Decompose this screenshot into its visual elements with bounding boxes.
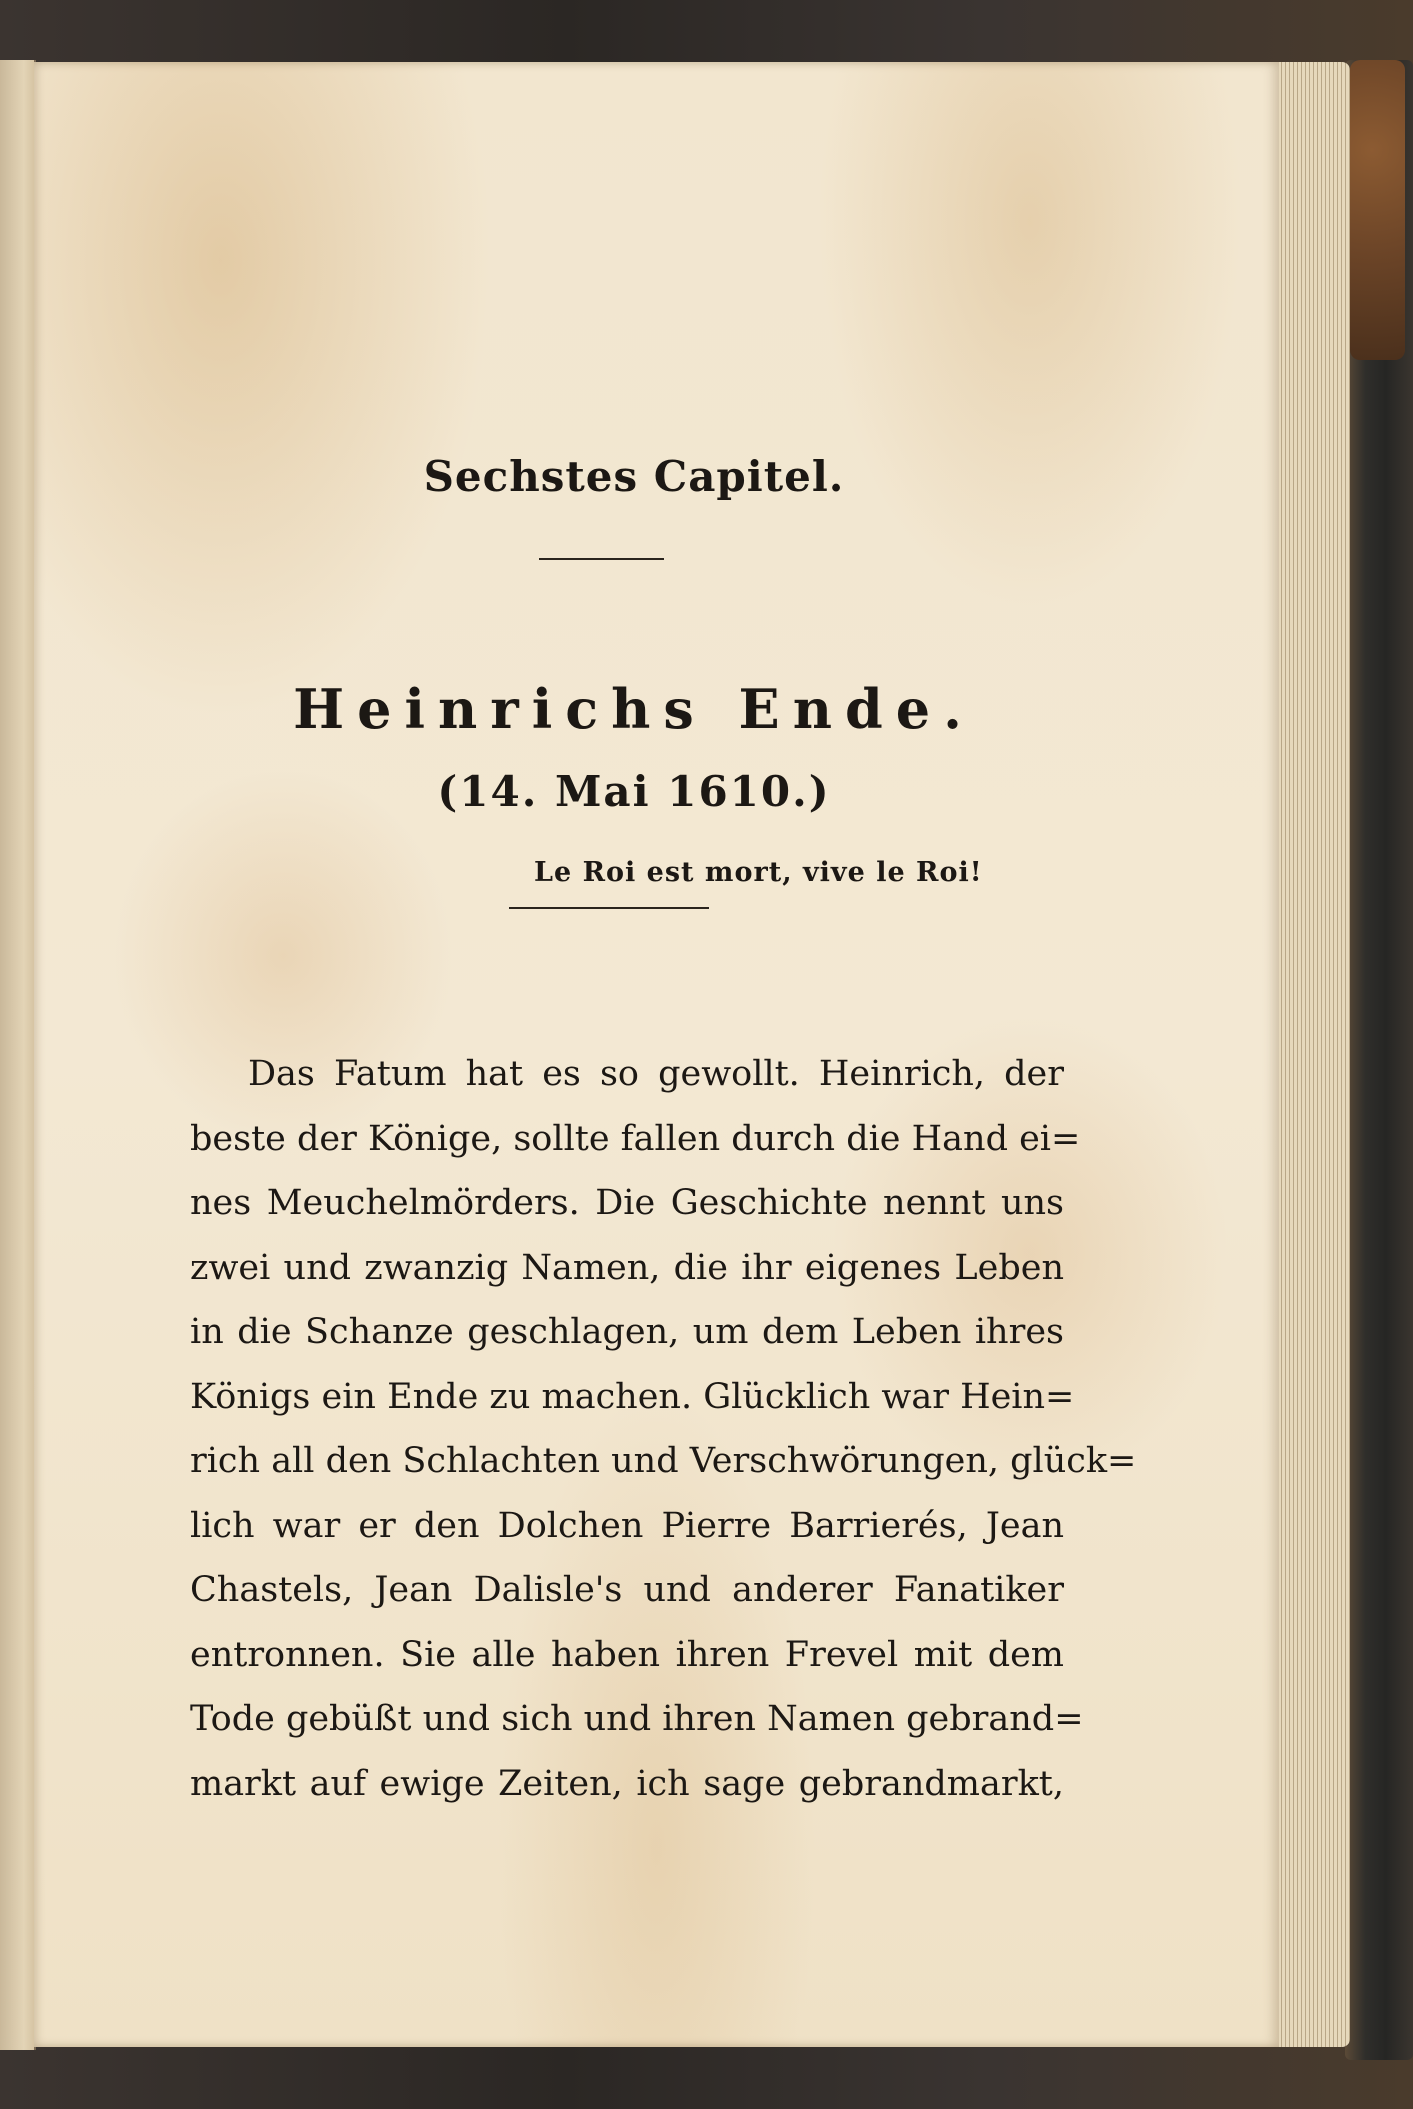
epigraph: Le Roi est mort, vive le Roi! — [534, 857, 983, 888]
text-line: markt auf ewige Zeiten, ich sage gebrandmarkt, — [190, 1763, 1064, 1804]
text-line: beste der Könige, sollte fallen durch die Hand ei= — [190, 1118, 1081, 1159]
divider-rule — [509, 907, 709, 909]
text-line: Chastels, Jean Dalisle's und anderer Fanatiker — [190, 1570, 1064, 1610]
page-stack-edge — [1270, 62, 1350, 2047]
chapter-title: Heinrichs Ende. — [293, 677, 975, 741]
text-line: Tode gebüßt und sich und ihren Namen gebrand= — [190, 1699, 1084, 1739]
book-spine-edge — [1345, 60, 1413, 2060]
text-line: in die Schanze geschlagen, um dem Leben ihres — [190, 1312, 1064, 1352]
text-line: entronnen. Sie alle haben ihren Frevel mit dem — [190, 1634, 1064, 1675]
leather-corner — [1350, 60, 1405, 360]
body-text — [190, 1042, 1137, 1816]
chapter-date: (14. Mai 1610.) — [437, 767, 831, 816]
text-line: Königs ein Ende zu machen. Glücklich war Hein= — [190, 1376, 1075, 1417]
text-line: Das Fatum hat es so gewollt. Heinrich, der — [248, 1054, 1064, 1094]
text-line: zwei und zwanzig Namen, die ihr eigenes Leben — [190, 1247, 1064, 1288]
book-page — [34, 62, 1279, 2047]
chapter-number: Sechstes Capitel. — [423, 452, 845, 501]
divider-rule — [539, 558, 664, 560]
text-line: lich war er den Dolchen Pierre Barrierés, Jean — [190, 1505, 1064, 1546]
text-line: nes Meuchelmörders. Die Geschichte nennt uns — [190, 1183, 1064, 1223]
text-line: rich all den Schlachten und Verschwörungen, glück= — [190, 1441, 1137, 1481]
page-content — [34, 62, 1279, 2047]
previous-page-edge — [0, 60, 36, 2050]
